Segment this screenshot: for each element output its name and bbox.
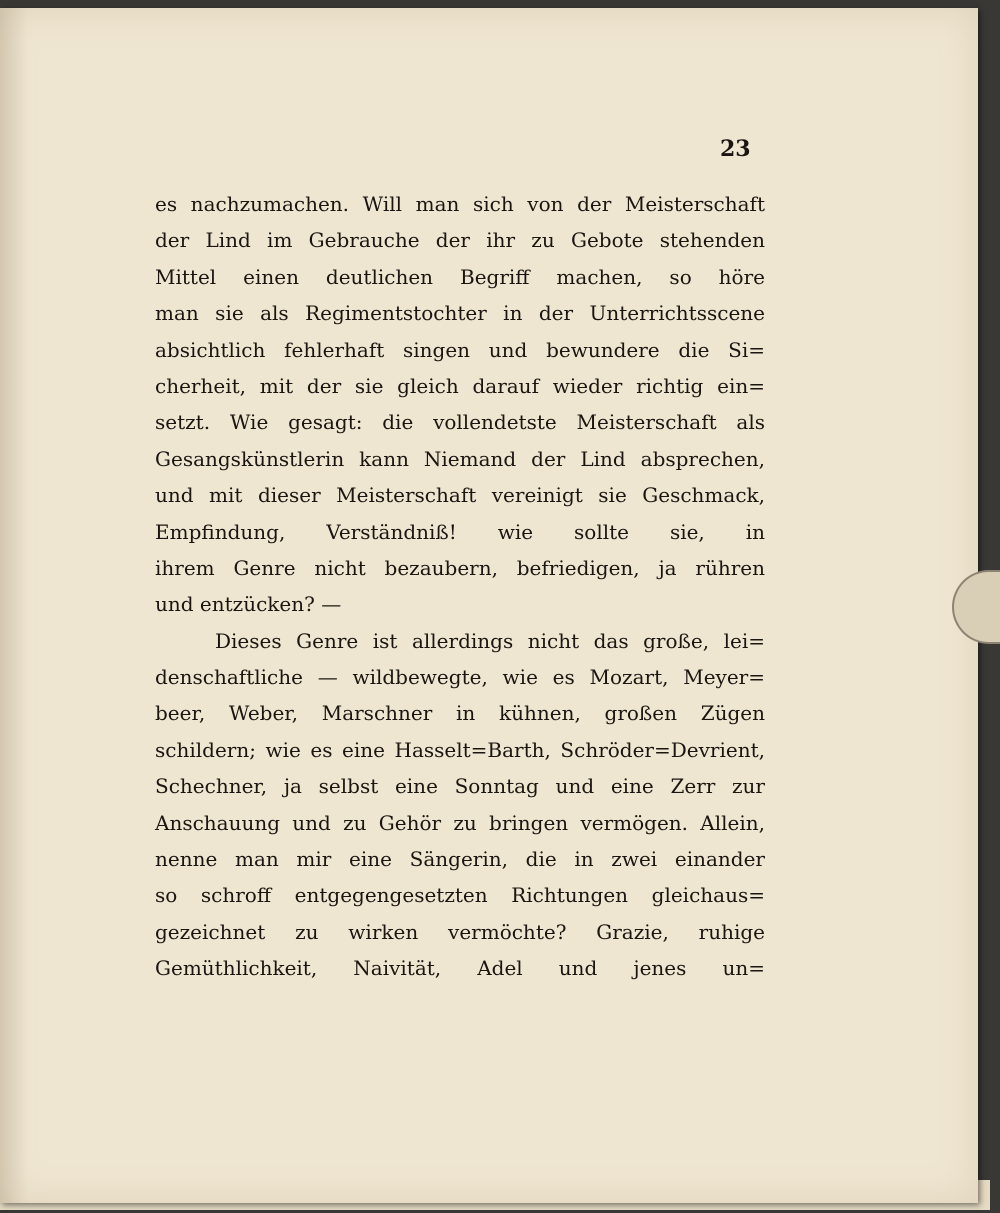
text-line: Anschauung und zu Gehör zu bringen vermögen. Allein, <box>155 810 765 835</box>
text-line: cherheit, mit der sie gleich darauf wieder richtig ein= <box>155 373 765 398</box>
text-line: schildern; wie es eine Hasselt=Barth, Schröder=Devrient, <box>155 737 765 762</box>
text-line: der Lind im Gebrauche der ihr zu Gebote stehenden <box>155 228 765 253</box>
body-text <box>155 186 765 987</box>
text-line: es nachzumachen. Will man sich von der Meisterschaft <box>155 192 765 216</box>
book-page <box>0 8 978 1203</box>
text-line: gezeichnet zu wirken vermöchte? Grazie, ruhige <box>155 919 765 944</box>
page-number: 23 <box>720 136 751 162</box>
text-line: man sie als Regimentstochter in der Unterrichtsscene <box>155 301 765 326</box>
text-line: absichtlich fehlerhaft singen und bewundere die Si= <box>155 337 765 362</box>
text-line: Gemüthlichkeit, Naivität, Adel und jenes un= <box>155 956 765 981</box>
text-line: Mittel einen deutlichen Begriff machen, so höre <box>155 264 765 289</box>
text-line: ihrem Genre nicht bezaubern, befriedigen, ja rühren <box>155 555 765 580</box>
text-line: so schroff entgegengesetzten Richtungen gleichaus= <box>155 883 765 908</box>
text-line: beer, Weber, Marschner in kühnen, großen Zügen <box>155 701 765 726</box>
text-line: und entzücken? — <box>155 592 342 617</box>
text-line: denschaftliche — wildbewegte, wie es Mozart, Meyer= <box>155 665 765 690</box>
paragraph-start-line: Dieses Genre ist allerdings nicht das große, lei= <box>215 628 765 653</box>
text-line: nenne man mir eine Sängerin, die in zwei einander <box>155 847 765 872</box>
text-line: Empfindung, Verständniß! wie sollte sie, in <box>155 519 765 544</box>
text-line: Schechner, ja selbst eine Sonntag und eine Zerr zur <box>155 774 765 799</box>
text-line: und mit dieser Meisterschaft vereinigt sie Geschmack, <box>155 483 765 508</box>
text-line: setzt. Wie gesagt: die vollendetste Meisterschaft als <box>155 410 765 435</box>
text-line: Gesangskünstlerin kann Niemand der Lind absprechen, <box>155 446 765 471</box>
